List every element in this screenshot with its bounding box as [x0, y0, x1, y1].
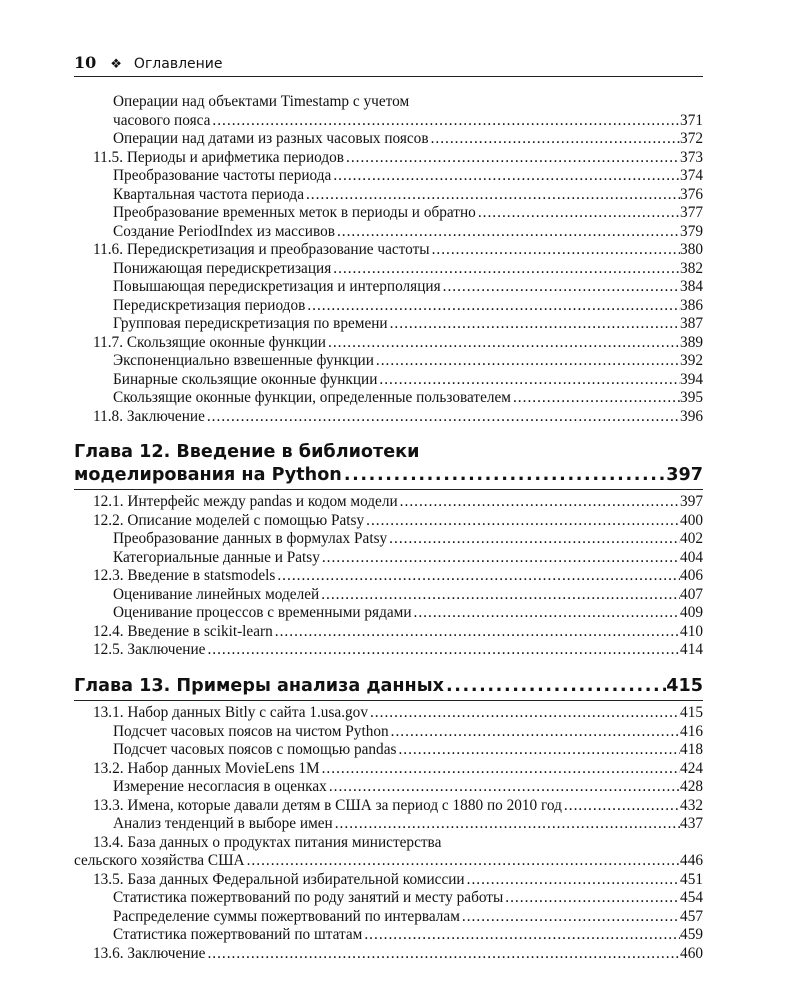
- toc-entry[interactable]: [74, 112, 703, 131]
- leader-dots: [319, 586, 680, 605]
- leader-dots: [326, 334, 680, 353]
- toc-entry-page: 428: [680, 778, 703, 795]
- leader-dots: [331, 167, 680, 186]
- toc-entry-title: Понижающая передискретизация: [113, 259, 332, 277]
- toc-entry-page: 373: [680, 148, 703, 166]
- toc-entry[interactable]: [74, 149, 703, 168]
- toc-entry-page: 377: [680, 204, 703, 221]
- toc-chapter13-entries: [74, 704, 703, 963]
- leader-dots: [444, 675, 666, 698]
- toc-entry[interactable]: [74, 797, 703, 816]
- chapter-title-line: [74, 441, 703, 464]
- toc-entry-title: 12.1. Интерфейс между pandas и кодом модели: [93, 493, 398, 510]
- leader-dots: [305, 297, 680, 316]
- leader-dots: [304, 186, 680, 205]
- toc-entry-page: 387: [680, 315, 703, 332]
- running-header: [74, 52, 703, 72]
- leader-dots: [460, 908, 680, 927]
- leader-dots: [368, 704, 680, 723]
- leader-dots: [344, 149, 680, 168]
- leader-dots: [205, 945, 680, 964]
- toc-entry-title: 11.7. Скользящие оконные функции: [93, 333, 326, 351]
- leader-dots: [389, 723, 680, 742]
- toc-entry-page: 460: [680, 944, 703, 962]
- toc-entry-title: Оценивание процессов с временными рядами: [113, 604, 412, 621]
- leader-dots: [275, 567, 680, 586]
- toc-entry[interactable]: [74, 586, 703, 605]
- toc-entry-page: 410: [680, 622, 703, 640]
- toc-entry-title: Измерение несогласия в оценках: [113, 778, 327, 795]
- toc-entry-title: Экспоненциально взвешенные функции: [113, 352, 374, 369]
- toc-entry-title: 11.5. Периоды и арифметика периодов: [93, 148, 344, 166]
- toc-entry[interactable]: [74, 371, 703, 390]
- toc-entry-title: 13.1. Набор данных Bitly с сайта 1.usa.gov: [93, 704, 368, 721]
- toc-entry-page: 416: [680, 722, 703, 740]
- toc-entry-page: 424: [680, 759, 703, 777]
- toc-entry-page: 372: [680, 130, 703, 147]
- toc-entry[interactable]: [74, 852, 703, 871]
- toc-entry-title: 13.6. Заключение: [93, 944, 206, 962]
- toc-entry-page: 400: [680, 511, 703, 529]
- toc-entry[interactable]: [74, 604, 703, 623]
- chapter-page: 415: [666, 675, 703, 696]
- leader-dots: [362, 926, 680, 945]
- toc-entry-title: Анализ тенденций в выборе имен: [113, 815, 333, 832]
- toc-entry[interactable]: [74, 641, 703, 660]
- leader-dots: [245, 852, 680, 871]
- toc-entry-page: 414: [680, 641, 703, 658]
- toc-entry[interactable]: [74, 945, 703, 964]
- toc-entry[interactable]: [74, 704, 703, 723]
- toc-entry[interactable]: [74, 926, 703, 945]
- toc-entry-page: 451: [680, 870, 703, 888]
- toc-entry-title: Распределение суммы пожертвований по интервалам: [113, 907, 460, 925]
- toc-entry[interactable]: [74, 908, 703, 927]
- toc-entry[interactable]: [74, 778, 703, 797]
- leader-dots: [374, 352, 680, 371]
- toc-entry-page: 384: [680, 278, 703, 295]
- toc-entry-title: 11.6. Передискретизация и преобразование частоты: [93, 241, 430, 258]
- toc-entry-title: 12.4. Введение в scikit-learn: [93, 622, 273, 640]
- leader-dots: [430, 241, 680, 260]
- leader-dots: [465, 871, 680, 890]
- toc-entry-page: 407: [680, 585, 703, 603]
- toc-entry-page: 446: [680, 852, 703, 869]
- toc-entry[interactable]: [74, 352, 703, 371]
- leader-dots: [320, 549, 680, 568]
- toc-entry[interactable]: [74, 512, 703, 531]
- page-number: 10: [74, 53, 97, 72]
- toc-entry-title: Преобразование данных в формулах Patsy: [113, 530, 388, 547]
- leader-dots: [364, 512, 680, 531]
- toc-entry[interactable]: [74, 741, 703, 760]
- toc-list: [74, 93, 703, 963]
- leader-dots: [320, 760, 680, 779]
- toc-entry-page: 459: [680, 926, 703, 943]
- toc-entry-title: Операции над объектами Timestamp с учетом: [113, 93, 410, 110]
- leader-dots: [333, 815, 680, 834]
- leader-dots: [335, 223, 680, 242]
- toc-entry-title: Групповая передискретизация по времени: [113, 315, 388, 332]
- toc-entry-page: 389: [680, 333, 703, 351]
- toc-entry-title: Подсчет часовых поясов на чистом Python: [113, 722, 389, 740]
- toc-entry-title: 11.8. Заключение: [93, 407, 205, 425]
- toc-entry[interactable]: [74, 623, 703, 642]
- toc-entry-title: Бинарные скользящие оконные функции: [113, 370, 378, 388]
- toc-entry[interactable]: [74, 567, 703, 586]
- toc-entry-title: Подсчет часовых поясов с помощью pandas: [113, 741, 397, 758]
- chapter-title: Глава 13. Примеры анализа данных: [74, 675, 444, 696]
- toc-entry-title: часового пояса: [113, 111, 211, 129]
- chapter-title-line: [74, 675, 703, 698]
- toc-entry-title: Статистика пожертвований по роду занятий и месту работы: [113, 889, 504, 906]
- toc-entry[interactable]: [74, 278, 703, 297]
- leader-dots: [396, 741, 680, 760]
- toc-entry-page: 418: [680, 741, 703, 758]
- toc-entry-page: 402: [680, 530, 703, 547]
- toc-entry[interactable]: [74, 297, 703, 316]
- toc-entry-page: 396: [680, 407, 703, 425]
- leader-dots: [331, 260, 680, 279]
- toc-entry-page: 457: [680, 907, 703, 925]
- leader-dots: [342, 464, 666, 487]
- toc-entry-page: 371: [680, 111, 703, 129]
- toc-entry[interactable]: [74, 186, 703, 205]
- toc-entry-page: 392: [680, 352, 703, 369]
- chapter-title: моделирования на Python: [74, 464, 342, 485]
- toc-entry-page: 437: [680, 815, 703, 832]
- toc-chapter11-continued: [74, 93, 703, 426]
- leader-dots: [210, 112, 680, 131]
- toc-entry[interactable]: [74, 408, 703, 427]
- toc-entry-page: 404: [680, 548, 703, 566]
- leader-dots: [398, 493, 680, 512]
- leader-dots: [387, 530, 680, 549]
- toc-entry-page: 379: [680, 222, 703, 240]
- toc-chapter12-entries: [74, 493, 703, 660]
- toc-entry-title: Операции над датами из разных часовых поясов: [113, 130, 429, 147]
- toc-entry[interactable]: [74, 493, 703, 512]
- chapter-title-line: [74, 464, 703, 487]
- leader-dots: [562, 797, 680, 816]
- toc-entry[interactable]: [74, 241, 703, 260]
- toc-entry-page: 397: [680, 493, 703, 510]
- toc-entry-title: Скользящие оконные функции, определенные пользователем: [113, 389, 511, 406]
- toc-entry[interactable]: [74, 834, 703, 853]
- toc-entry[interactable]: [74, 260, 703, 279]
- toc-entry[interactable]: [74, 760, 703, 779]
- toc-entry-title: Категориальные данные и Patsy: [113, 548, 320, 566]
- toc-entry-page: 374: [680, 167, 703, 184]
- leader-dots: [388, 315, 680, 334]
- toc-entry-title: 13.5. База данных Федеральной избирательной комиссии: [93, 870, 465, 888]
- toc-entry[interactable]: [74, 723, 703, 742]
- toc-entry-title: Повышающая передискретизация и интерполяция: [113, 278, 441, 295]
- toc-entry-page: 406: [680, 567, 703, 584]
- toc-entry-page: 415: [680, 704, 703, 721]
- leader-dots: [377, 371, 680, 390]
- leader-dots: [273, 623, 680, 642]
- leader-dots: [327, 778, 680, 797]
- toc-entry[interactable]: [74, 315, 703, 334]
- toc-entry[interactable]: [74, 93, 703, 112]
- toc-entry-title: Квартальная частота периода: [113, 185, 304, 203]
- toc-entry-title: Передискретизация периодов: [113, 296, 306, 314]
- toc-entry-title: 12.5. Заключение: [93, 641, 206, 658]
- toc-entry-title: 13.2. Набор данных MovieLens 1M: [93, 759, 320, 777]
- chapter-page: 397: [666, 464, 703, 485]
- toc-entry-title: Создание PeriodIndex из массивов: [113, 222, 335, 240]
- leader-dots: [511, 389, 680, 408]
- toc-entry-title: 12.3. Введение в statsmodels: [93, 567, 276, 584]
- chapter-title: Глава 12. Введение в библиотеки: [74, 442, 420, 462]
- toc-page: [74, 52, 703, 963]
- toc-entry[interactable]: [74, 130, 703, 149]
- leader-dots: [205, 641, 680, 660]
- toc-entry-page: 380: [680, 241, 703, 258]
- leader-dots: [441, 278, 680, 297]
- toc-entry[interactable]: [74, 223, 703, 242]
- toc-entry-title: сельского хозяйства США: [74, 852, 245, 869]
- toc-entry-title: 13.4. База данных о продуктах питания министерства: [93, 833, 442, 851]
- toc-entry[interactable]: [74, 815, 703, 834]
- toc-entry-page: 395: [680, 389, 703, 406]
- leader-dots: [205, 408, 680, 427]
- chapter-13-heading: [74, 675, 703, 702]
- toc-entry-page: 376: [680, 185, 703, 203]
- header-rule: [74, 76, 703, 77]
- toc-entry-title: 12.2. Описание моделей с помощью Patsy: [93, 511, 365, 529]
- toc-entry[interactable]: [74, 549, 703, 568]
- toc-entry[interactable]: [74, 889, 703, 908]
- leader-dots: [429, 130, 680, 149]
- toc-entry[interactable]: [74, 334, 703, 353]
- toc-entry-title: Преобразование частоты периода: [113, 167, 332, 184]
- toc-entry-page: 394: [680, 370, 703, 388]
- toc-entry-page: 386: [680, 296, 703, 314]
- leader-dots: [503, 889, 680, 908]
- toc-entry-page: 382: [680, 259, 703, 277]
- section-title: Оглавление: [133, 56, 223, 72]
- toc-entry[interactable]: [74, 389, 703, 408]
- leader-dots: [476, 204, 680, 223]
- toc-entry-page: 432: [680, 796, 703, 814]
- toc-entry-title: Статистика пожертвований по штатам: [113, 926, 363, 943]
- ornament-icon: ❖: [110, 57, 122, 72]
- toc-entry-page: 454: [680, 889, 703, 906]
- toc-entry-page: 409: [680, 604, 703, 621]
- toc-entry[interactable]: [74, 871, 703, 890]
- leader-dots: [412, 604, 681, 623]
- chapter-12-heading: [74, 441, 703, 490]
- toc-entry[interactable]: [74, 167, 703, 186]
- toc-entry-title: Преобразование временных меток в периоды и обратно: [113, 204, 476, 221]
- toc-entry-title: Оценивание линейных моделей: [113, 585, 320, 603]
- toc-entry-title: 13.3. Имена, которые давали детям в США за период с 1880 по 2010 год: [93, 796, 562, 814]
- toc-entry[interactable]: [74, 204, 703, 223]
- toc-entry[interactable]: [74, 530, 703, 549]
